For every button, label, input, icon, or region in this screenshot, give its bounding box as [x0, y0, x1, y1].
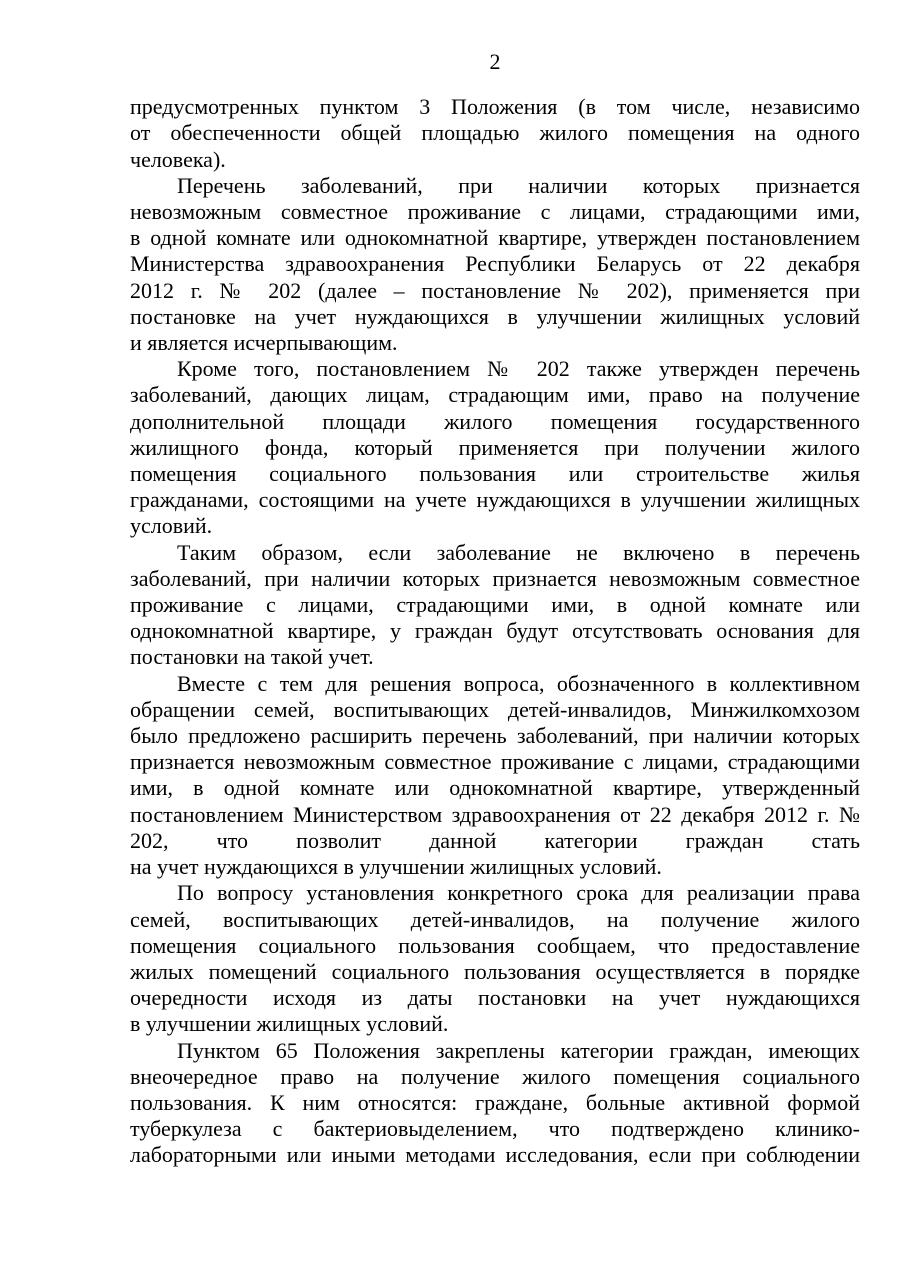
text-line: в улучшении жилищных условий.	[130, 1011, 449, 1037]
text-line: предусмотренных пунктом 3 Положения (в том числе, независимо	[130, 94, 860, 120]
text-line: жилищного фонда, который применяется при получении жилого	[130, 434, 860, 460]
text-line: семей, воспитывающих детей-инвалидов, на получение жилого	[130, 906, 860, 932]
paragraph	[130, 173, 860, 356]
paragraph	[130, 94, 860, 173]
text-line: По вопросу установления конкретного срока для реализации права	[177, 880, 860, 906]
text-line: Перечень заболеваний, при наличии которых признается	[177, 172, 860, 198]
text-line: на учет нуждающихся в улучшении жилищных условий.	[130, 854, 662, 880]
paragraph	[130, 1038, 860, 1169]
text-line: Вместе с тем для решения вопроса, обозначенного в коллективном	[177, 670, 860, 696]
text-line: туберкулеза с бактериовыделением, что подтверждено клинико-	[130, 1116, 860, 1142]
text-line: помещения социального пользования или строительстве жилья	[130, 461, 860, 487]
text-line: гражданами, состоящими на учете нуждающихся в улучшении жилищных	[130, 487, 860, 513]
text-line: от обеспеченности общей площадью жилого помещения на одного	[130, 120, 860, 146]
text-line: дополнительной площади жилого помещения государственного	[130, 408, 860, 434]
paragraph	[130, 671, 860, 881]
text-line: в одной комнате или однокомнатной квартире, утвержден постановлением	[130, 225, 860, 251]
text-line: помещения социального пользования сообщаем, что предоставление	[130, 932, 860, 958]
text-line: заболеваний, при наличии которых признается невозможным совместное	[130, 565, 860, 591]
document-body	[130, 94, 860, 1168]
page-number: 2	[489, 49, 501, 74]
text-line: очередности исходя из даты постановки на учет нуждающихся	[130, 985, 860, 1011]
text-line: невозможным совместное проживание с лицами, страдающими ими,	[130, 199, 860, 225]
text-line: жилых помещений социального пользования осуществляется в порядке	[130, 958, 860, 984]
text-line: Кроме того, постановлением № 202 также утвержден перечень	[177, 356, 860, 382]
text-line: лабораторными или иными методами исследования, если при соблюдении	[130, 1142, 860, 1168]
text-line: внеочередное право на получение жилого помещения социального	[130, 1063, 860, 1089]
text-line: Министерства здравоохранения Республики Беларусь от 22 декабря	[130, 251, 860, 277]
paragraph	[130, 540, 860, 671]
text-line: постановлением Министерством здравоохранения от 22 декабря 2012 г. №	[130, 801, 860, 827]
text-line: 202, что позволит данной категории граждан стать	[130, 827, 860, 853]
paragraph	[130, 880, 860, 1037]
text-line: постановке на учет нуждающихся в улучшении жилищных условий	[130, 303, 860, 329]
text-line: было предложено расширить перечень заболеваний, при наличии которых	[130, 723, 860, 749]
text-line: заболеваний, дающих лицам, страдающим ими, право на получение	[130, 382, 860, 408]
text-line: постановки на такой учет.	[130, 644, 374, 670]
text-line: Пунктом 65 Положения закреплены категории граждан, имеющих	[177, 1037, 860, 1063]
text-line: однокомнатной квартире, у граждан будут отсутствовать основания для	[130, 618, 860, 644]
text-line: человека).	[130, 146, 226, 172]
paragraph	[130, 356, 860, 539]
text-line: Таким образом, если заболевание не включено в перечень	[177, 539, 860, 565]
text-line: признается невозможным совместное проживание с лицами, страдающими	[130, 749, 860, 775]
text-line: условий.	[130, 513, 213, 539]
text-line: проживание с лицами, страдающими ими, в одной комнате или	[130, 592, 860, 618]
text-line: и является исчерпывающим.	[130, 330, 398, 356]
text-line: 2012 г. № 202 (далее – постановление № 202), применяется при	[130, 277, 860, 303]
text-line: обращении семей, воспитывающих детей-инвалидов, Минжилкомхозом	[130, 696, 860, 722]
text-line: ими, в одной комнате или однокомнатной квартире, утвержденный	[130, 775, 860, 801]
text-line: пользования. К ним относятся: граждане, больные активной формой	[130, 1089, 860, 1115]
